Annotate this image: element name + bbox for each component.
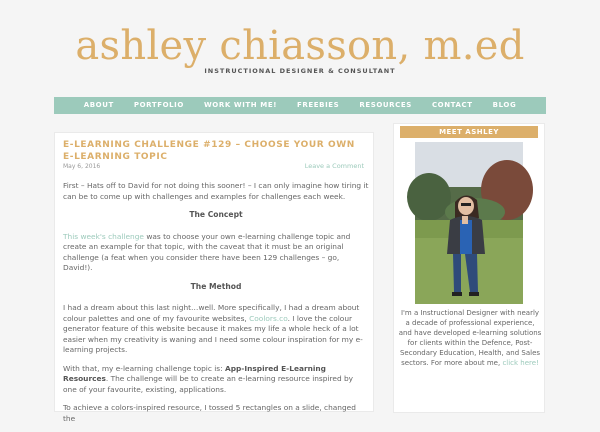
paragraph-text: was to choose your own e-learning challenge topic and create an example for that topic, with the caveat that it must be an original challenge (a feat when you consider there have been 129 challenges – go, David!). [63, 231, 351, 272]
paragraph-text: I had a dream about this last night…well. More specifically, I had a dream about colour palettes and one of my favourite websites, [63, 303, 360, 323]
profile-photo [415, 142, 523, 304]
paragraph-text: . I love the colour generator feature of this website because it makes my life a whole heck of a lot easier when my creativity is waning and I need some colour inspiration for my e-learning projects. [63, 313, 363, 354]
nav-item-blog[interactable]: BLOG [492, 101, 517, 109]
section-heading-method: The Method [190, 281, 242, 291]
widget-title: MEET ASHLEY [400, 126, 538, 138]
post-date: May 6, 2016 [63, 163, 101, 170]
post-article [54, 132, 374, 423]
nav-item-resources[interactable]: RESOURCES [359, 101, 412, 109]
site-title[interactable]: ashley chiasson, m.ed [75, 23, 525, 69]
nav-item-portfolio[interactable]: PORTFOLIO [133, 101, 184, 109]
about-click-here-link[interactable]: click here! [502, 359, 539, 367]
about-text [398, 308, 542, 368]
post-title[interactable]: E-LEARNING CHALLENGE #129 – CHOOSE YOUR OWN E-LEARNING TOPIC [63, 140, 355, 162]
nav-item-about[interactable]: ABOUT [83, 101, 114, 109]
leave-comment-link[interactable]: Leave a Comment [304, 162, 364, 170]
main-nav [54, 97, 546, 114]
nav-item-work-with-me[interactable]: WORK WITH ME! [203, 101, 278, 109]
paragraph-text: With that, my e-learning challenge topic is: [63, 363, 225, 373]
section-heading-concept: The Concept [189, 210, 243, 219]
sidebar [393, 123, 545, 413]
post-paragraph: First – Hats off to David for not doing this sooner! – I can only imagine how tiring it can be to come up with challenges and examples for challenges each week. [63, 181, 369, 201]
post-paragraph [63, 232, 369, 274]
post-body [63, 181, 369, 432]
site-tagline: INSTRUCTIONAL DESIGNER & CONSULTANT [204, 67, 396, 75]
coolors-link[interactable]: Coolors.co [249, 313, 288, 323]
post-paragraph [63, 364, 369, 396]
paragraph-text: . The challenge will be to create an e-learning resource inspired by one of your favourite, existing, applications. [63, 374, 354, 394]
challenge-topic: App-Inspired E-Learning Resources [63, 363, 326, 383]
challenge-link[interactable]: This week's challenge [63, 231, 144, 241]
post-paragraph: To achieve a colors-inspired resource, I tossed 5 rectangles on a slide, changed the [63, 403, 356, 423]
about-copy: I'm a Instructional Designer with nearly a decade of professional experience, and have developed e-learning solutions for clients within the Defence, Post-Secondary Education, Health, and Sales sectors. For more about me, [398, 309, 542, 367]
post-paragraph [63, 303, 369, 356]
nav-item-freebies[interactable]: FREEBIES [297, 101, 340, 109]
nav-item-contact[interactable]: CONTACT [431, 101, 473, 109]
